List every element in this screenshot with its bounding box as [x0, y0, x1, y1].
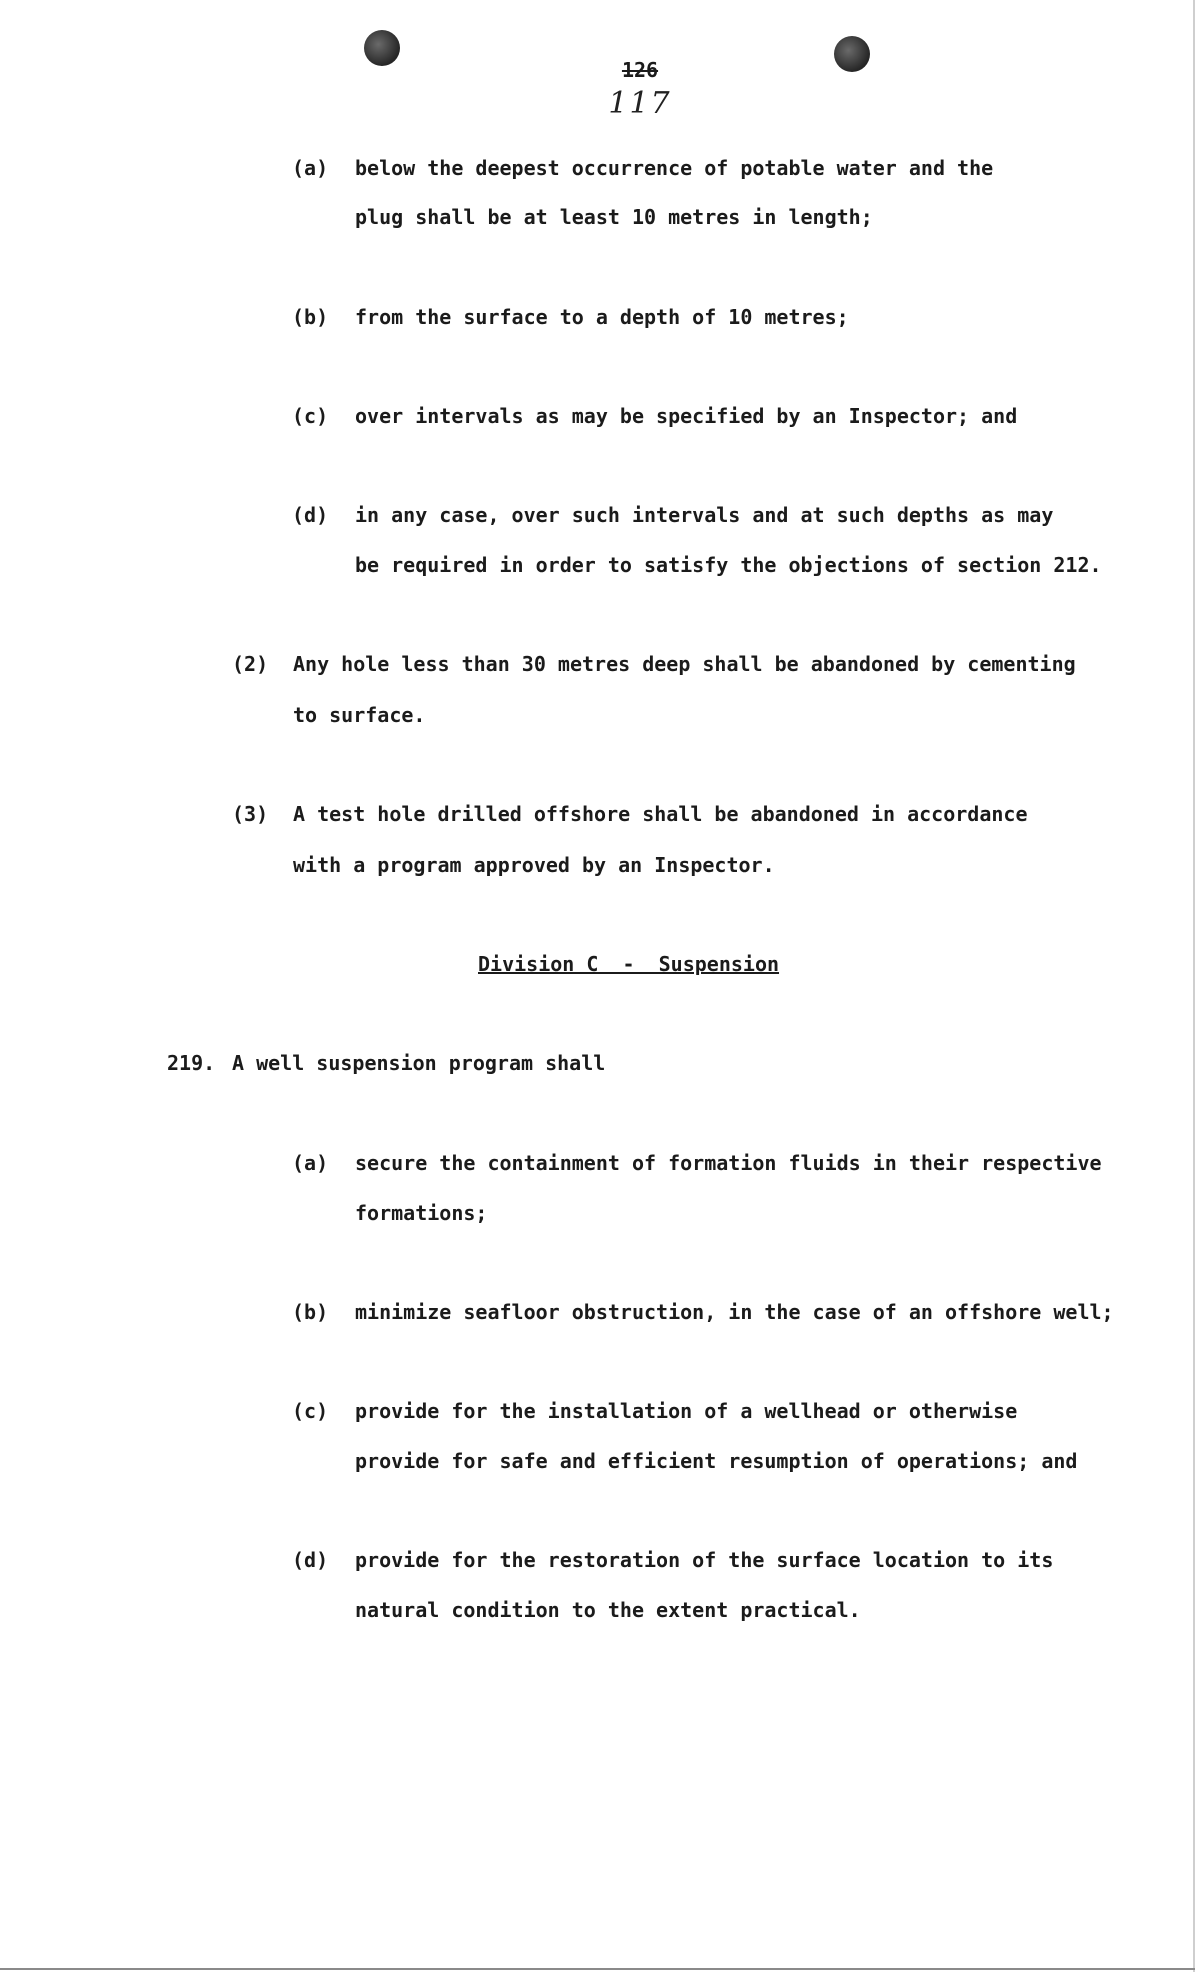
section-intro: A well suspension program shall — [232, 1051, 606, 1075]
item-text-line: from the surface to a depth of 10 metres; — [355, 305, 849, 329]
item-text-line: below the deepest occurrence of potable water and the — [355, 156, 994, 180]
page-edge-bottom — [0, 1968, 1195, 1970]
item-text-line: provide for the restoration of the surface location to its — [355, 1548, 1054, 1572]
page-number-handwritten: 117 — [608, 86, 672, 121]
section-number: 219. — [167, 1051, 216, 1075]
item-marker: (c) — [292, 404, 329, 428]
subsection-text-line: with a program approved by an Inspector. — [293, 853, 775, 877]
item-text-line: minimize seafloor obstruction, in the case of an offshore well; — [355, 1300, 1114, 1324]
item-marker: (a) — [292, 156, 329, 180]
division-heading: Division C - Suspension — [478, 952, 780, 976]
item-text-line: secure the containment of formation fluids in their respective — [355, 1151, 1102, 1175]
item-text-line: provide for the installation of a wellhead or otherwise — [355, 1399, 1018, 1423]
punch-hole-left — [364, 30, 400, 66]
item-marker: (b) — [292, 305, 329, 329]
subsection-text-line: Any hole less than 30 metres deep shall be abandoned by cementing — [293, 652, 1076, 676]
item-text-line: over intervals as may be specified by an Inspector; and — [355, 404, 1018, 428]
item-marker: (a) — [292, 1151, 329, 1175]
item-marker: (b) — [292, 1300, 329, 1324]
subsection-text-line: A test hole drilled offshore shall be abandoned in accordance — [293, 802, 1028, 826]
punch-hole-right — [834, 36, 870, 72]
page-number-struck: 126 — [621, 58, 659, 82]
item-marker: (d) — [292, 1548, 329, 1572]
item-text-line: formations; — [355, 1201, 488, 1225]
item-marker: (d) — [292, 503, 329, 527]
subsection-marker: (3) — [232, 802, 269, 826]
subsection-marker: (2) — [232, 652, 269, 676]
item-text-line: plug shall be at least 10 metres in length; — [355, 205, 873, 229]
item-text-line: be required in order to satisfy the objections of section 212. — [355, 553, 1102, 577]
item-marker: (c) — [292, 1399, 329, 1423]
subsection-text-line: to surface. — [293, 703, 426, 727]
item-text-line: provide for safe and efficient resumption of operations; and — [355, 1449, 1078, 1473]
item-text-line: natural condition to the extent practical. — [355, 1598, 861, 1622]
item-text-line: in any case, over such intervals and at such depths as may — [355, 503, 1054, 527]
